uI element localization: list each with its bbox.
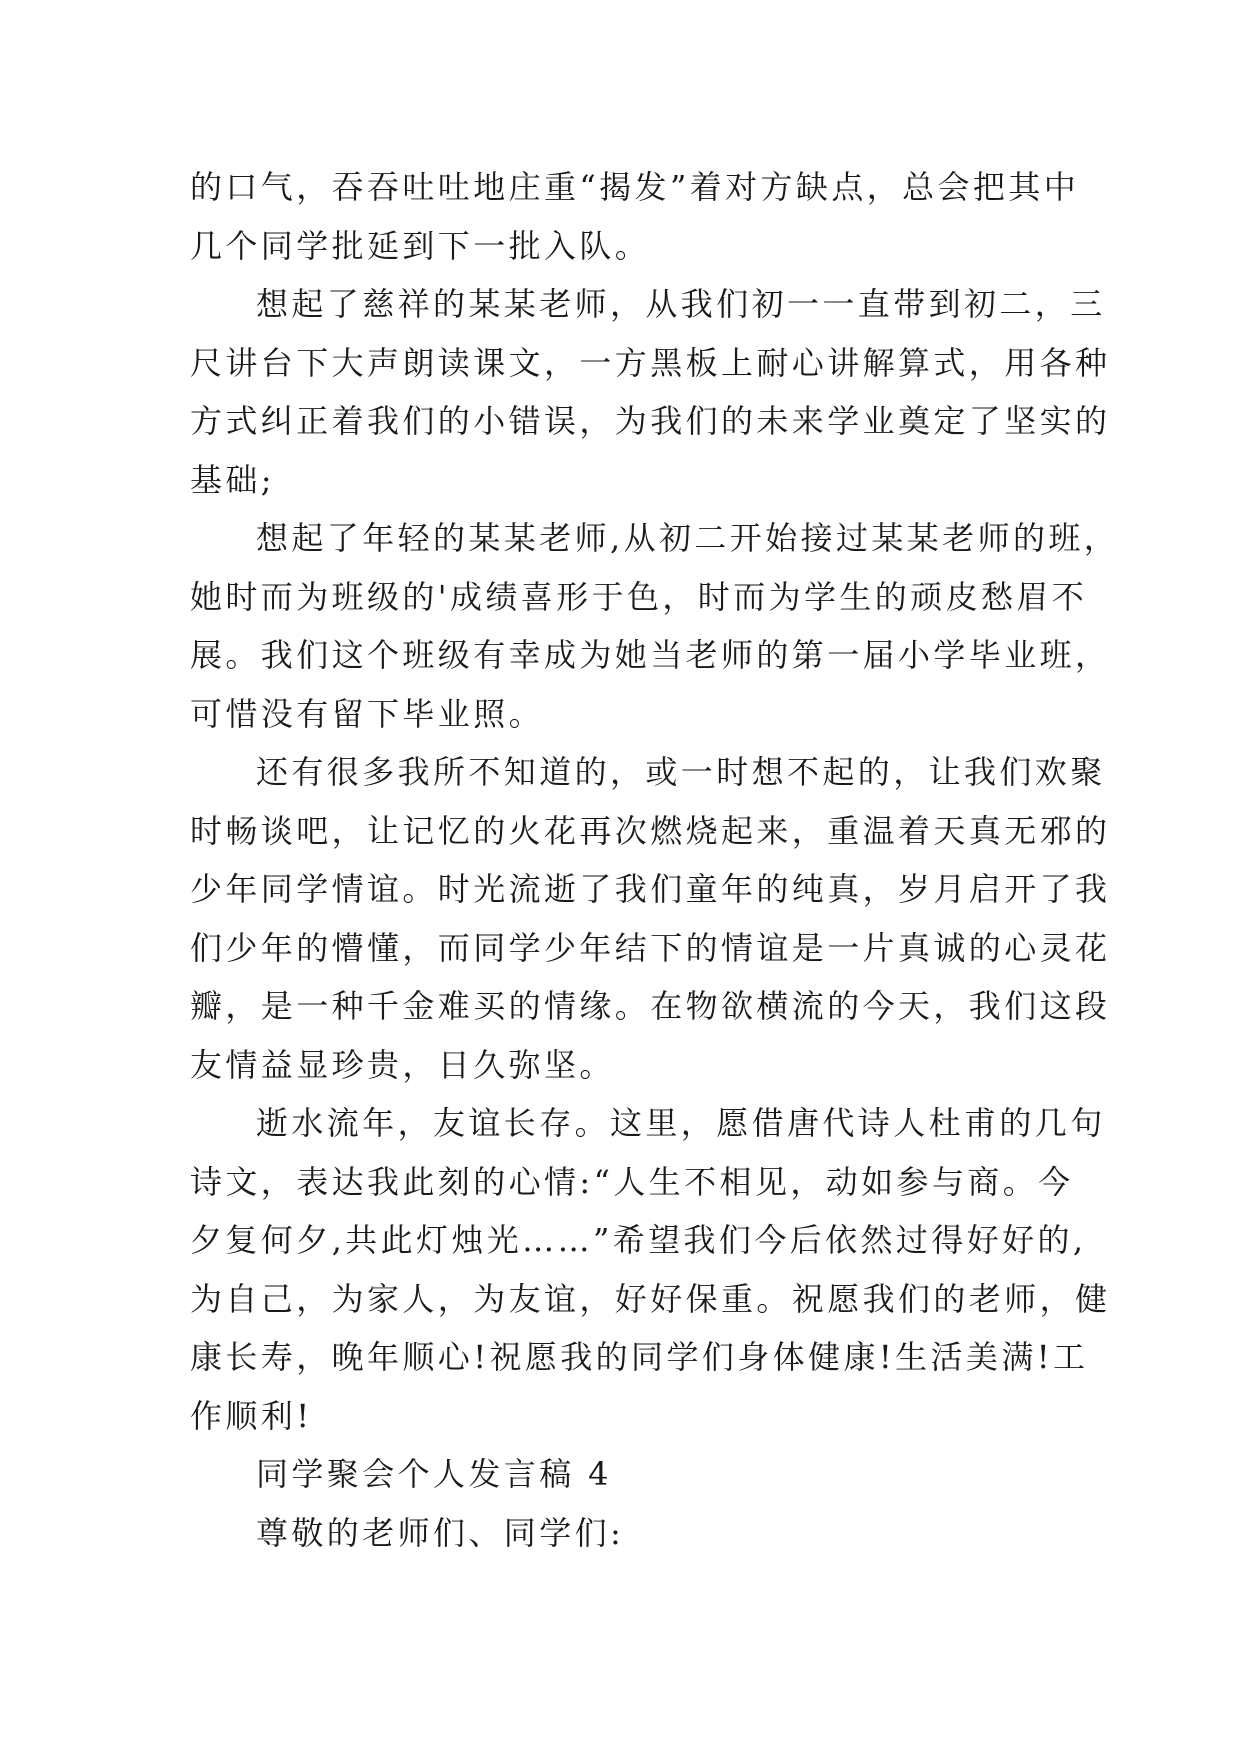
salutation-line: 尊敬的老师们、同学们: xyxy=(256,1513,625,1552)
text-line: 几个同学批延到下一批入队。 xyxy=(190,226,651,265)
text-line: 们少年的懵懂，而同学少年结下的情谊是一片真诚的心灵花 xyxy=(190,928,1111,967)
text-line: 基础; xyxy=(190,460,275,499)
section-heading: 同学聚会个人发言稿 4 xyxy=(256,1455,612,1493)
paragraph-start-line: 逝水流年，友谊长存。这里，愿借唐代诗人杜甫的几句 xyxy=(256,1104,1106,1142)
paragraph-start-line: 想起了慈祥的某某老师，从我们初一一直带到初二，三 xyxy=(256,285,1106,323)
text-line: 可惜没有留下毕业照。 xyxy=(190,694,545,733)
paragraph-start-line: 想起了年轻的某某老师,从初二开始接过某某老师的班， xyxy=(256,519,1120,557)
text-line: 方式纠正着我们的小错误，为我们的未来学业奠定了坚实的 xyxy=(190,402,1111,440)
paragraph-start-line: 还有很多我所不知道的，或一时想不起的，让我们欢聚 xyxy=(256,753,1106,791)
document-body xyxy=(190,158,1120,1562)
text-line: 的口气，吞吞吐吐地庄重“揭发”着对方缺点，总会把其中 xyxy=(190,168,1080,206)
text-line: 夕复何夕,共此灯烛光……”希望我们今后依然过得好好的, xyxy=(190,1221,1087,1259)
text-line: 少年同学情谊。时光流逝了我们童年的纯真，岁月启开了我 xyxy=(190,870,1111,908)
text-line: 诗文，表达我此刻的心情:“人生不相见，动如参与商。今 xyxy=(190,1162,1074,1201)
text-line: 她时而为班级的'成绩喜形于色，时而为学生的顽皮愁眉不 xyxy=(190,577,1088,616)
text-line: 展。我们这个班级有幸成为她当老师的第一届小学毕业班， xyxy=(190,636,1111,674)
text-line: 为自己，为家人，为友谊，好好保重。祝愿我们的老师，健 xyxy=(190,1279,1111,1318)
text-line: 瓣，是一种千金难买的情缘。在物欲横流的今天，我们这段 xyxy=(190,987,1111,1025)
text-line: 友情益显珍贵，日久弥坚。 xyxy=(190,1045,615,1084)
text-line: 康长寿，晚年顺心!祝愿我的同学们身体健康!生活美满!工 xyxy=(190,1338,1089,1376)
text-line: 作顺利! xyxy=(190,1396,313,1435)
text-line: 时畅谈吧，让记忆的火花再次燃烧起来，重温着天真无邪的 xyxy=(190,811,1111,850)
text-line: 尺讲台下大声朗读课文，一方黑板上耐心讲解算式，用各种 xyxy=(190,343,1111,382)
